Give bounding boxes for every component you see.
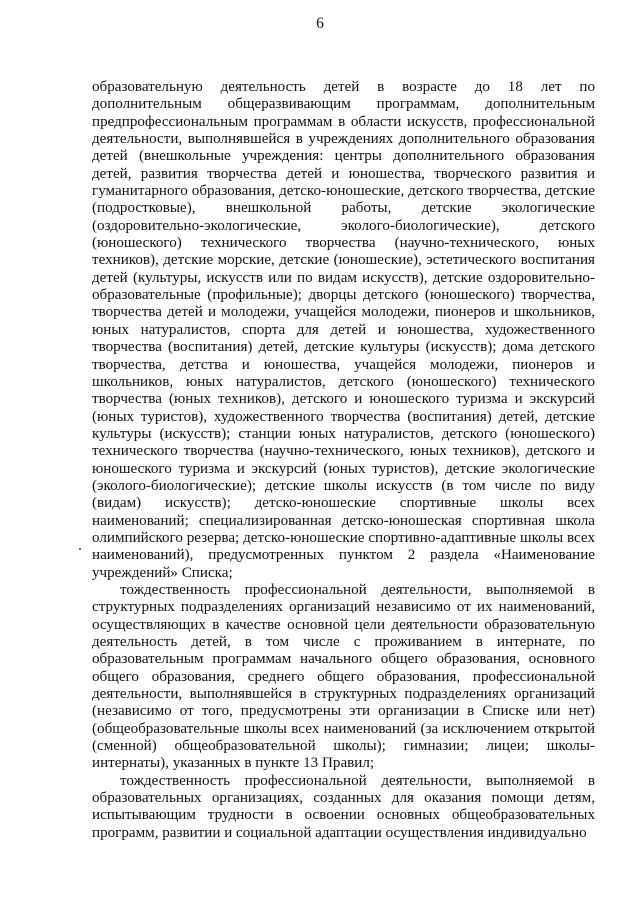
page-number: 6: [316, 15, 324, 32]
document-body: [92, 79, 595, 842]
scan-speck: [79, 548, 81, 550]
paragraph-continuation: образовательную деятельность детей в возрасте до 18 лет по дополнительным общеразвивающим программам, дополнительным предпрофессиональным программам в области искусств, профессиональной деятельности, выполнявшейся в учреждениях дополнительного образования детей (внешкольные учреждения: центры дополнительного образования детей, развития творчества детей и юношества, творческого развития и гуманитарного образования, детско-юношеские, детского творчества, детские (подростковые), внешкольной работы, детские экологические (оздоровительно-экологические, эколого-биологические), детского (юношеского) технического творчества (научно-технического, юных техников), детские морские, детские (юношеские), эстетического воспитания детей (культуры, искусств или по видам искусств), детские оздоровительно-образовательные (профильные); дворцы детского (юношеского) творчества, творчества детей и молодежи, учащейся молодежи, пионеров и школьников, юных натуралистов, спорта для детей и юношества, художественного творчества (воспитания) детей, детские культуры (искусств); дома детского творчества, детства и юношества, учащейся молодежи, пионеров и школьников, юных натуралистов, детского (юношеского) технического творчества (юных техников), детского и юношеского туризма и экскурсий (юных туристов), художественного творчества (воспитания) детей, детские культуры (искусств); станции юных натуралистов, детского (юношеского) технического творчества (научно-технического, юных техников), детского и юношеского туризма и экскурсий (юных туристов), детские экологические (эколого-биологические); детские школы искусств (в том числе по виду (видам) искусств); детско-юношеские спортивные школы всех наименований; специализированная детско-юношеская спортивная школа олимпийского резерва; детско-юношеские спортивно-адаптивные школы всех наименований), предусмотренных пунктом 2 раздела «Наименование учреждений» Списка;: [92, 79, 595, 581]
paragraph-structural-subdivisions: тождественность профессиональной деятельности, выполняемой в структурных подразделениях организаций независимо от их наименований, осуществляющих в качестве основной цели деятельности образовательную деятельность детей, в том числе с проживанием в интернате, по образовательным программам начального общего образования, основного общего образования, среднего общего образования, профессиональной деятельности, выполнявшейся в структурных подразделениях организаций (независимо от того, предусмотрены эти организации в Списке или нет) (общеобразовательные школы всех наименований (за исключением открытой (сменной) общеобразовательной школы); гимназии; лицеи; школы-интернаты), указанных в пункте 13 Правил;: [92, 581, 595, 772]
paragraph-assistance-organizations: тождественность профессиональной деятельности, выполняемой в образовательных организациях, созданных для оказания помощи детям, испытывающим трудности в освоении основных общеобразовательных программ, развитии и социальной адаптации осуществления индивидуально: [92, 772, 595, 841]
